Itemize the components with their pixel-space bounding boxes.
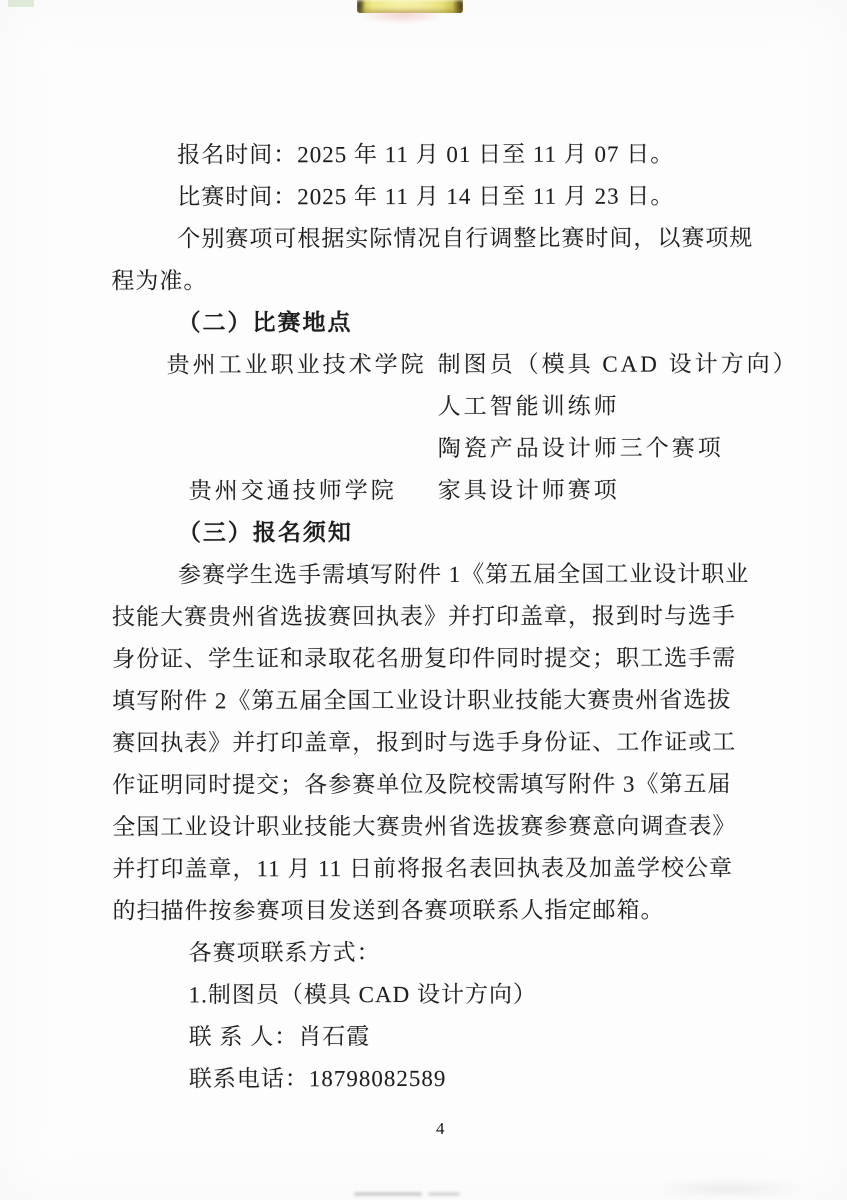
corner-mark-artifact [8,0,34,7]
contact-event-title-line: 1.制图员（模具 CAD 设计方向） [188,981,537,1008]
page-number: 4 [436,1119,445,1138]
contact-person-line: 联 系 人：肖石霞 [188,1024,371,1050]
event-name: 陶瓷产品设计师三个赛项 [437,435,724,461]
event-name: 家具设计师赛项 [437,477,620,503]
adjust-note-line-2: 程为准。 [111,268,208,294]
document-body [111,133,799,1100]
venue-name: 贵州交通技师学院 [188,478,397,504]
paragraph-line: 身份证、学生证和录取花名册复印件同时提交；职工选手需 [112,645,737,672]
section-heading-venues: （二）比赛地点 [177,310,353,336]
bottom-smudge-artifact [354,1192,422,1196]
contact-phone-line: 联系电话：18798082589 [188,1065,447,1092]
adjust-note-line-1: 个别赛项可根据实际情况自行调整比赛时间，以赛项规 [177,225,754,252]
event-name: 制图员（模具 CAD 设计方向） [437,351,799,377]
bottom-smudge-artifact [428,1192,460,1196]
paragraph-line: 并打印盖章，11 月 11 日前将报名表回执表及加盖学校公章 [112,855,734,882]
registration-time-line: 报名时间：2025 年 11 月 01 日至 11 月 07 日。 [177,141,675,168]
paragraph-line: 作证明同时提交；各参赛单位及院校需填写附件 3《第五届 [112,771,732,798]
event-name: 人工智能训练师 [437,393,620,419]
paragraph-line: 填写附件 2《第五届全国工业设计职业技能大赛贵州省选拔 [112,687,732,714]
paragraph-line: 参赛学生选手需填写附件 1《第五届全国工业设计职业 [177,561,750,588]
pink-smudge-artifact [360,11,444,24]
venue-name: 贵州工业职业技术学院 [166,351,427,378]
contacts-intro-line: 各赛项联系方式： [188,940,381,966]
venue-row [112,343,799,386]
venue-row [112,427,732,470]
paragraph-line: 全国工业设计职业技能大赛贵州省选拔赛参赛意向调查表》 [112,813,737,840]
competition-time-line: 比赛时间：2025 年 11 月 14 日至 11 月 23 日。 [177,183,675,210]
bottom-noise-artifact [650,1178,810,1196]
paragraph-line: 技能大赛贵州省选拔赛回执表》并打印盖章，报到时与选手 [111,603,737,630]
paragraph-line: 的扫描件按参赛项目发送到各赛项联系人指定邮箱。 [112,897,665,924]
venue-row [112,469,732,512]
venue-row [112,385,732,428]
section-heading-registration: （三）报名须知 [177,520,353,546]
paragraph-line: 赛回执表》并打印盖章，报到时与选手身份证、工作证或工 [112,729,737,756]
